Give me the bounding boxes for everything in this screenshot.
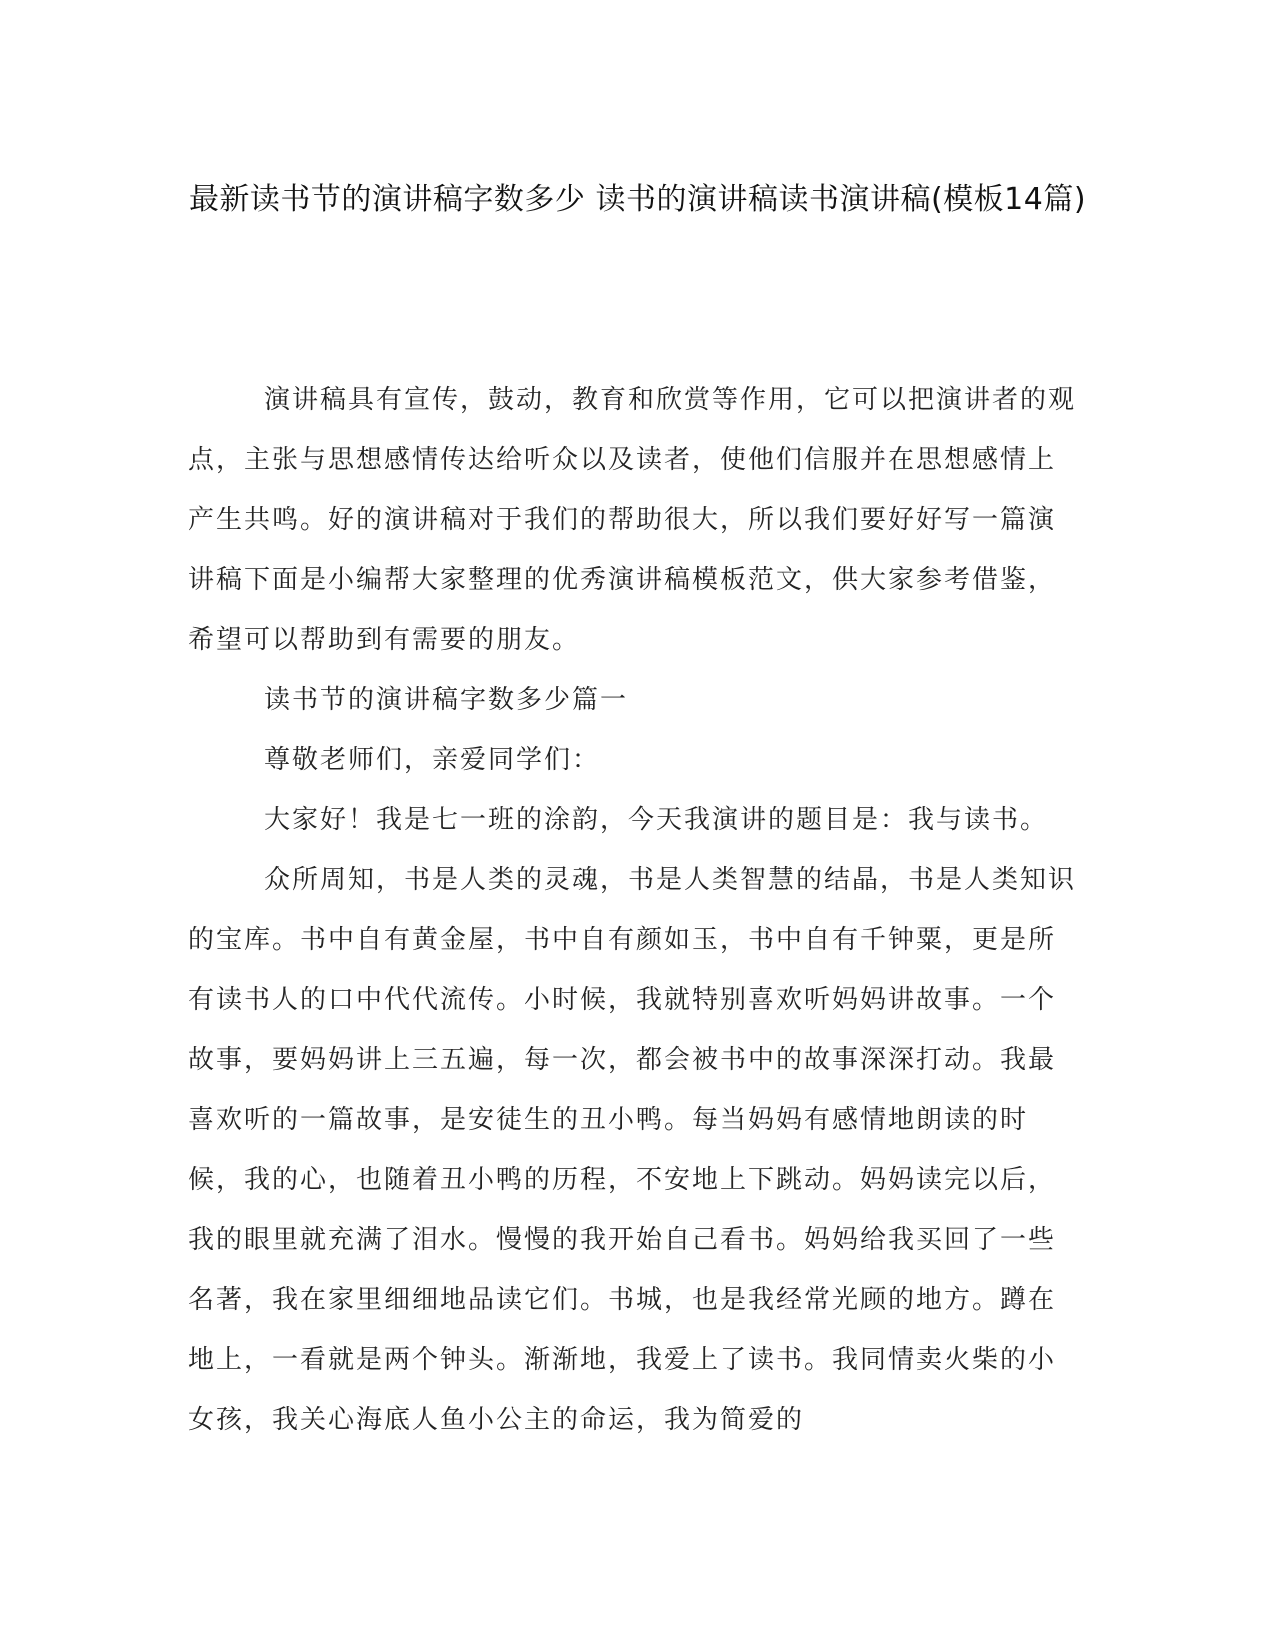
greeting-paragraph: 大家好！我是七一班的涂韵，今天我演讲的题目是：我与读书。 [264, 805, 1049, 835]
section-heading: 读书节的演讲稿字数多少篇一 [264, 685, 629, 715]
document-body [188, 370, 1076, 1450]
document-title: 最新读书节的演讲稿字数多少 读书的演讲稿读书演讲稿(模板14篇) [188, 182, 1087, 217]
body-paragraph: 众所周知，书是人类的灵魂，书是人类智慧的结晶，书是人类知识的宝库。书中自有黄金屋，书中自有颜如玉，书中自有千钟粟，更是所有读书人的口中代代流传。小时候，我就特别喜欢听妈妈讲故事。一个故事，要妈妈讲上三五遍，每一次，都会被书中的故事深深打动。我最喜欢听的一篇故事，是安徒生的丑小鸭。每当妈妈有感情地朗读的时候，我的心，也随着丑小鸭的历程，不安地上下跳动。妈妈读完以后，我的眼里就充满了泪水。慢慢的我开始自己看书。妈妈给我买回了一些名著，我在家里细细地品读它们。书城，也是我经常光顾的地方。蹲在地上，一看就是两个钟头。渐渐地，我爱上了读书。我同情卖火柴的小女孩，我关心海底人鱼小公主的命运，我为简爱的 [188, 865, 1077, 1435]
salutation: 尊敬老师们，亲爱同学们： [264, 745, 601, 775]
intro-paragraph: 演讲稿具有宣传，鼓动，教育和欣赏等作用，它可以把演讲者的观点，主张与思想感情传达给听众以及读者，使他们信服并在思想感情上产生共鸣。好的演讲稿对于我们的帮助很大，所以我们要好好写一篇演讲稿下面是小编帮大家整理的优秀演讲稿模板范文，供大家参考借鉴，希望可以帮助到有需要的朋友。 [188, 385, 1077, 655]
